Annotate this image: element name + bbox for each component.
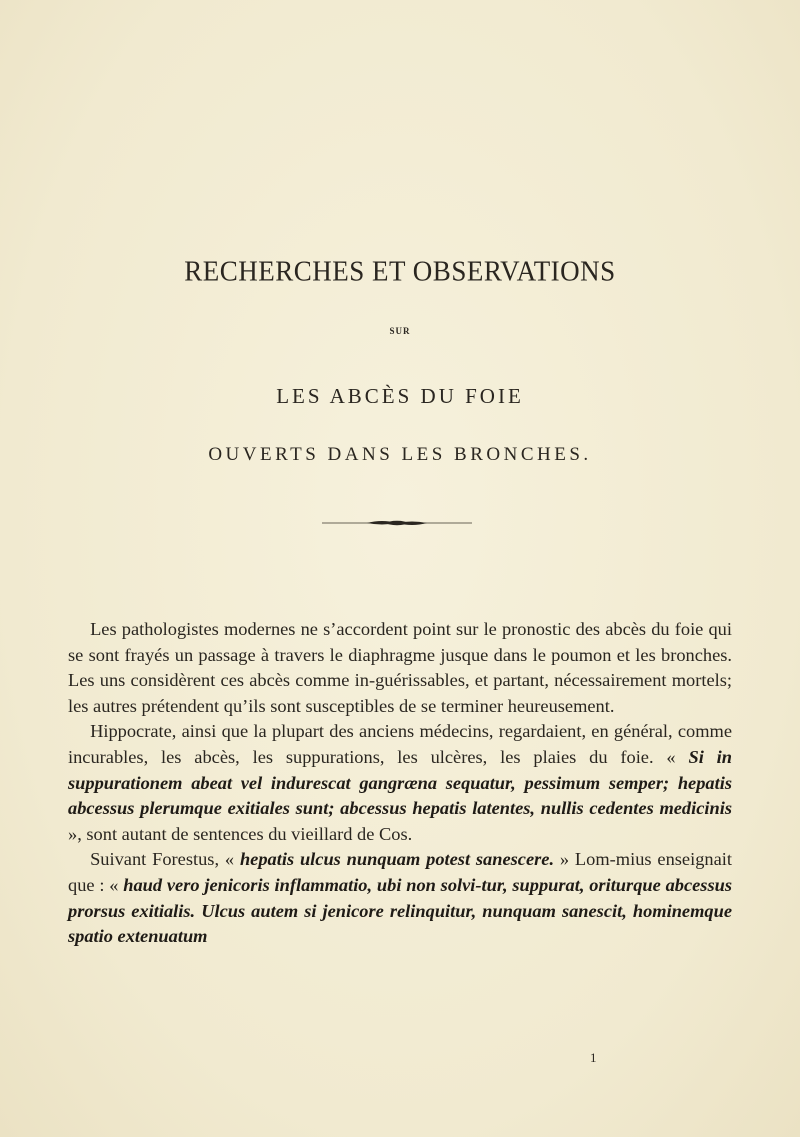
latin-quotation: hepatis ulcus nunquam potest sanescere. (239, 849, 555, 870)
latin-quotation: Si in suppurationem abeat vel indurescat gangræna sequatur, pessimum semper; hepatis abcessus plerumque exitiales sunt; abcessus hepatis latentes, nullis cedentes medicinis (68, 746, 732, 819)
page-folio: 1 (590, 1050, 597, 1065)
title-connector: SUR (389, 326, 411, 336)
decorative-rule-icon (322, 519, 472, 527)
latin-quotation: haud vero jenicoris inflammatio, ubi non solvi-tur, suppurat, oriturque abcessus prorsus exitialis. Ulcus autem si jenicore relinquitur, nunquam sanescit, hominemque spatio extenuatum (68, 874, 732, 947)
body-text (68, 617, 732, 950)
subtitle-line-2: OUVERTS DANS LES BRONCHES. (208, 444, 592, 465)
text-run: », sont autant de sentences du vieillard de Cos. (68, 823, 413, 844)
text-run: Les pathologistes modernes ne s’accordent point sur le pronostic des abcès du foie qui se sont frayés un passage à travers le diaphragme jusque dans le poumon et les bronches. Les uns considèrent ces abcès comme in-guérissables, et partant, nécessairement mortels; les autres prétendent qu’ils sont susceptibles de se terminer heureusement. (68, 619, 732, 716)
paragraph (68, 847, 732, 949)
text-run: » Lom-mius enseignait que : « (68, 849, 732, 895)
paragraph (68, 617, 732, 719)
page-title: RECHERCHES ET OBSERVATIONS (184, 255, 616, 287)
text-run: Suivant Forestus, « (90, 849, 240, 870)
subtitle-line-1: LES ABCÈS DU FOIE (276, 384, 524, 408)
paragraph (68, 719, 732, 847)
text-run: Hippocrate, ainsi que la plupart des anciens médecins, regardaient, en général, comme incurables, les abcès, les suppurations, les ulcères, les plaies du foie. « (68, 721, 732, 767)
